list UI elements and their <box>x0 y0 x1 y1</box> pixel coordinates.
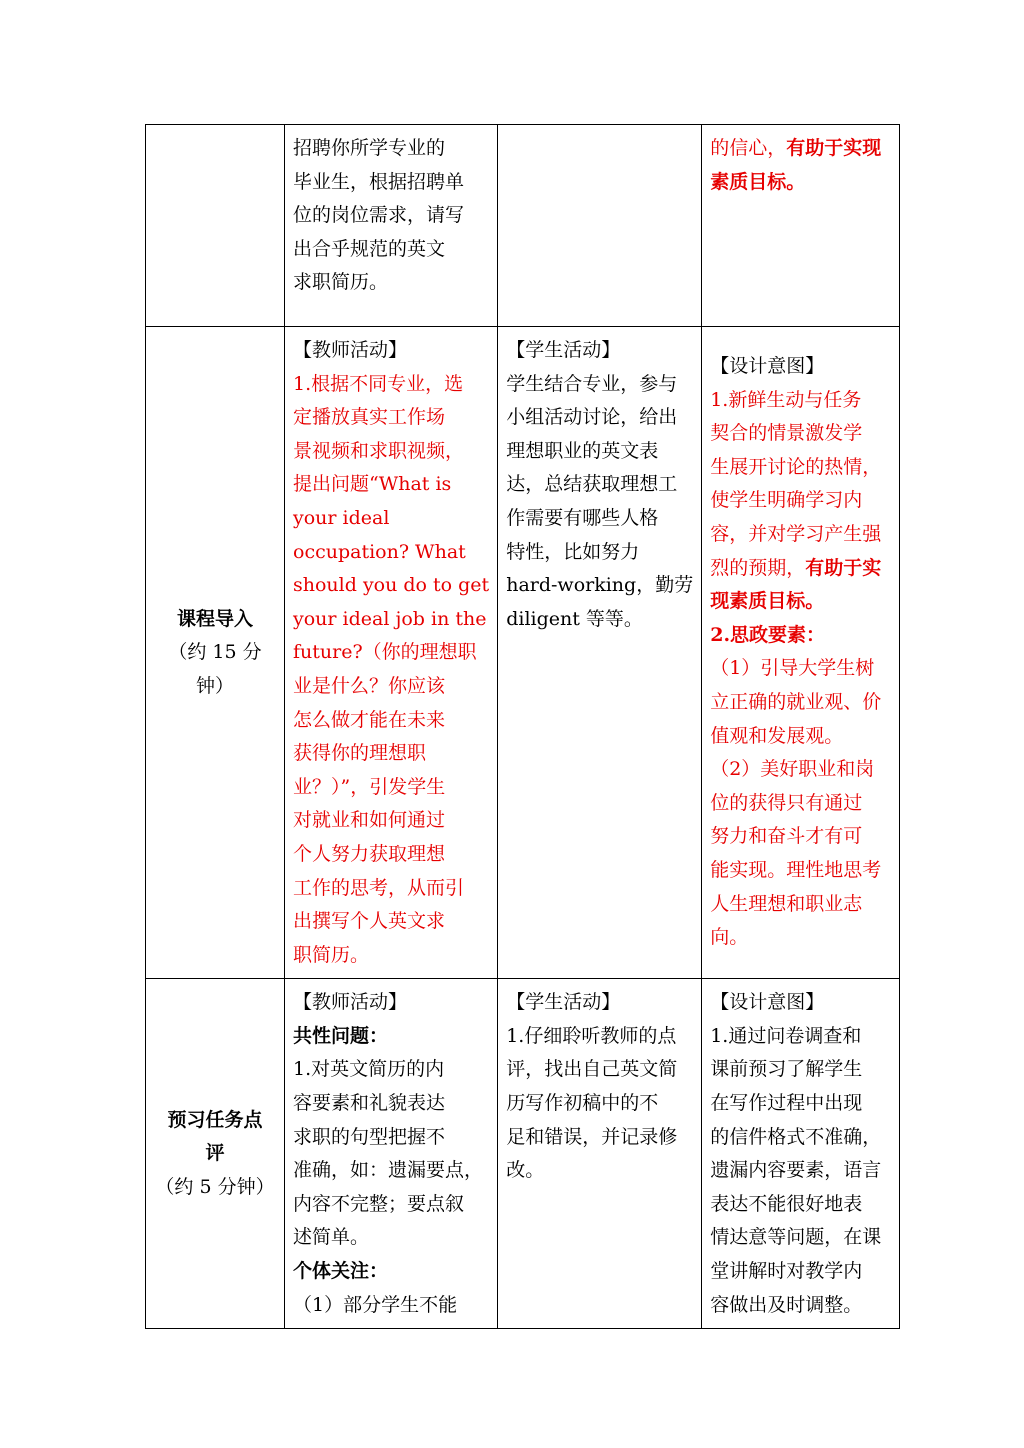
stage-cell <box>146 979 285 1329</box>
lesson-plan-table <box>145 124 900 1329</box>
teacher-line: 定播放真实工作场 <box>293 406 446 429</box>
teacher-subheading: 共性问题： <box>293 1024 389 1047</box>
teacher-line: 求职简历。 <box>293 271 389 294</box>
design-line: 1.通过问卷调查和 <box>710 1024 862 1047</box>
student-line: 作需要有哪些人格 <box>506 506 659 529</box>
design-text: 生展开讨论的热情， <box>710 455 882 478</box>
stage-cell-empty <box>146 125 285 327</box>
design-line <box>710 451 891 485</box>
table-row-continuation <box>146 125 900 327</box>
stage-title: 预习任务点 <box>167 1108 263 1131</box>
student-line: 学生结合专业，参与 <box>506 372 678 395</box>
design-text: 值观和发展观。 <box>710 724 844 747</box>
teacher-line: 求职的句型把握不 <box>293 1125 446 1148</box>
teacher-line: 容要素和礼貌表达 <box>293 1092 446 1115</box>
design-text-bold: 素质目标。 <box>710 170 806 193</box>
teacher-line: your ideal job in the <box>293 607 487 630</box>
stage-title: 课程导入 <box>176 607 253 630</box>
design-line <box>710 787 891 821</box>
stage-time: （约 15 分 <box>168 641 262 664</box>
teacher-line: 出合乎规范的英文 <box>293 237 446 260</box>
design-line: 情达意等问题，在课 <box>710 1226 882 1249</box>
design-text-bold: 2.思政要素： <box>710 623 826 646</box>
design-line: 在写作过程中出现 <box>710 1092 863 1115</box>
design-cell <box>702 327 900 979</box>
teacher-line: 获得你的理想职 <box>293 742 427 765</box>
design-text: 1.新鲜生动与任务 <box>710 388 862 411</box>
design-line <box>710 552 891 586</box>
teacher-line: 述简单。 <box>293 1226 370 1249</box>
design-line <box>710 720 891 754</box>
design-text: 烈的预期， <box>710 556 806 579</box>
teacher-line: 业？）”，引发学生 <box>293 775 446 798</box>
student-heading: 【学生活动】 <box>506 339 621 361</box>
design-text: 向。 <box>710 926 749 949</box>
teacher-subheading: 个体关注： <box>293 1260 389 1283</box>
student-line: 历写作初稿中的不 <box>506 1092 659 1115</box>
teacher-line: 内容不完整；要点叙 <box>293 1192 465 1215</box>
teacher-line: 招聘你所学专业的 <box>293 137 446 159</box>
student-cell-empty <box>498 125 702 327</box>
design-line <box>710 686 891 720</box>
design-line <box>710 585 891 619</box>
design-text: （2）美好职业和岗 <box>710 758 875 781</box>
design-text: 位的获得只有通过 <box>710 791 863 814</box>
teacher-line: 业是什么？你应该 <box>293 674 446 697</box>
stage-title: 评 <box>205 1142 225 1165</box>
design-line <box>710 854 891 888</box>
design-line <box>710 132 891 166</box>
teacher-line: future?（你的理想职 <box>293 641 477 664</box>
teacher-line: 准确，如：遗漏要点， <box>293 1159 484 1182</box>
teacher-line: 景视频和求职视频， <box>293 439 465 462</box>
design-line <box>710 484 891 518</box>
teacher-heading: 【教师活动】 <box>293 991 408 1014</box>
student-line: hard-working，勤劳 <box>506 574 694 597</box>
teacher-line: 1.根据不同专业，选 <box>293 372 464 395</box>
design-line <box>710 753 891 787</box>
design-line <box>710 921 891 955</box>
design-cell <box>702 979 900 1329</box>
design-text-bold: 有助于实 <box>805 556 882 579</box>
stage-cell <box>146 327 285 979</box>
student-line: 改。 <box>506 1159 545 1182</box>
design-line: 堂讲解时对教学内 <box>710 1260 863 1283</box>
design-text: 立正确的就业观、价 <box>710 690 882 713</box>
design-line: 的信件格式不准确， <box>710 1125 882 1148</box>
student-line: 足和错误，并记录修 <box>506 1125 678 1148</box>
teacher-line: （1）部分学生不能 <box>293 1293 458 1316</box>
student-line: diligent 等等。 <box>506 607 643 630</box>
teacher-line: should you do to get <box>293 574 490 597</box>
teacher-line: 对就业和如何通过 <box>293 809 446 832</box>
design-text: 容，并对学习产生强 <box>710 522 882 545</box>
design-line <box>710 384 891 418</box>
teacher-line: your ideal <box>293 506 390 529</box>
student-cell <box>498 327 702 979</box>
teacher-line: 毕业生，根据招聘单 <box>293 170 465 193</box>
design-line: 课前预习了解学生 <box>710 1058 863 1081</box>
design-line <box>710 820 891 854</box>
student-line: 特性，比如努力 <box>506 540 640 563</box>
student-cell <box>498 979 702 1329</box>
design-line: 容做出及时调整。 <box>710 1293 863 1316</box>
student-line: 1.仔细聆听教师的点 <box>506 1024 677 1047</box>
teacher-line: 工作的思考，从而引 <box>293 876 465 899</box>
student-line: 小组活动讨论，给出 <box>506 406 678 429</box>
student-line: 评，找出自己英文简 <box>506 1058 678 1081</box>
design-text: 努力和奋斗才有可 <box>710 825 863 848</box>
table-row-course-intro <box>146 327 900 979</box>
stage-time: 钟） <box>195 674 234 697</box>
design-text-bold: 有助于实现 <box>786 137 882 159</box>
teacher-cell <box>285 327 498 979</box>
teacher-line: 个人努力获取理想 <box>293 842 446 865</box>
teacher-line: 出撰写个人英文求 <box>293 910 446 933</box>
table-row-preview-review <box>146 979 900 1329</box>
design-heading: 【设计意图】 <box>710 355 825 377</box>
design-text: 人生理想和职业志 <box>710 892 863 915</box>
design-line <box>710 417 891 451</box>
design-text: 契合的情景激发学 <box>710 422 863 445</box>
teacher-line: 位的岗位需求，请写 <box>293 204 465 227</box>
design-line <box>710 888 891 922</box>
design-text: 使学生明确学习内 <box>710 489 863 512</box>
stage-time: （约 5 分钟） <box>155 1176 275 1199</box>
design-line: 表达不能很好地表 <box>710 1192 863 1215</box>
design-text: 能实现。理性地思考 <box>710 858 882 881</box>
student-heading: 【学生活动】 <box>506 991 621 1014</box>
design-line: 遗漏内容要素，语言 <box>710 1159 882 1182</box>
teacher-line: 怎么做才能在未来 <box>293 708 446 731</box>
design-heading: 【设计意图】 <box>710 991 825 1014</box>
teacher-heading: 【教师活动】 <box>293 339 408 361</box>
design-line <box>710 518 891 552</box>
teacher-cell <box>285 125 498 327</box>
teacher-line: 提出问题“What is <box>293 473 452 496</box>
design-line <box>710 652 891 686</box>
teacher-line: occupation? What <box>293 540 466 563</box>
teacher-line: 1.对英文简历的内 <box>293 1058 445 1081</box>
teacher-cell <box>285 979 498 1329</box>
design-text: 的信心， <box>710 137 787 159</box>
student-line: 理想职业的英文表 <box>506 439 659 462</box>
student-line: 达，总结获取理想工 <box>506 473 678 496</box>
design-text-bold: 现素质目标。 <box>710 590 825 613</box>
design-line <box>710 619 891 653</box>
design-text: （1）引导大学生树 <box>710 657 875 680</box>
design-line <box>710 166 891 200</box>
design-cell <box>702 125 900 327</box>
teacher-line: 职简历。 <box>293 943 370 966</box>
